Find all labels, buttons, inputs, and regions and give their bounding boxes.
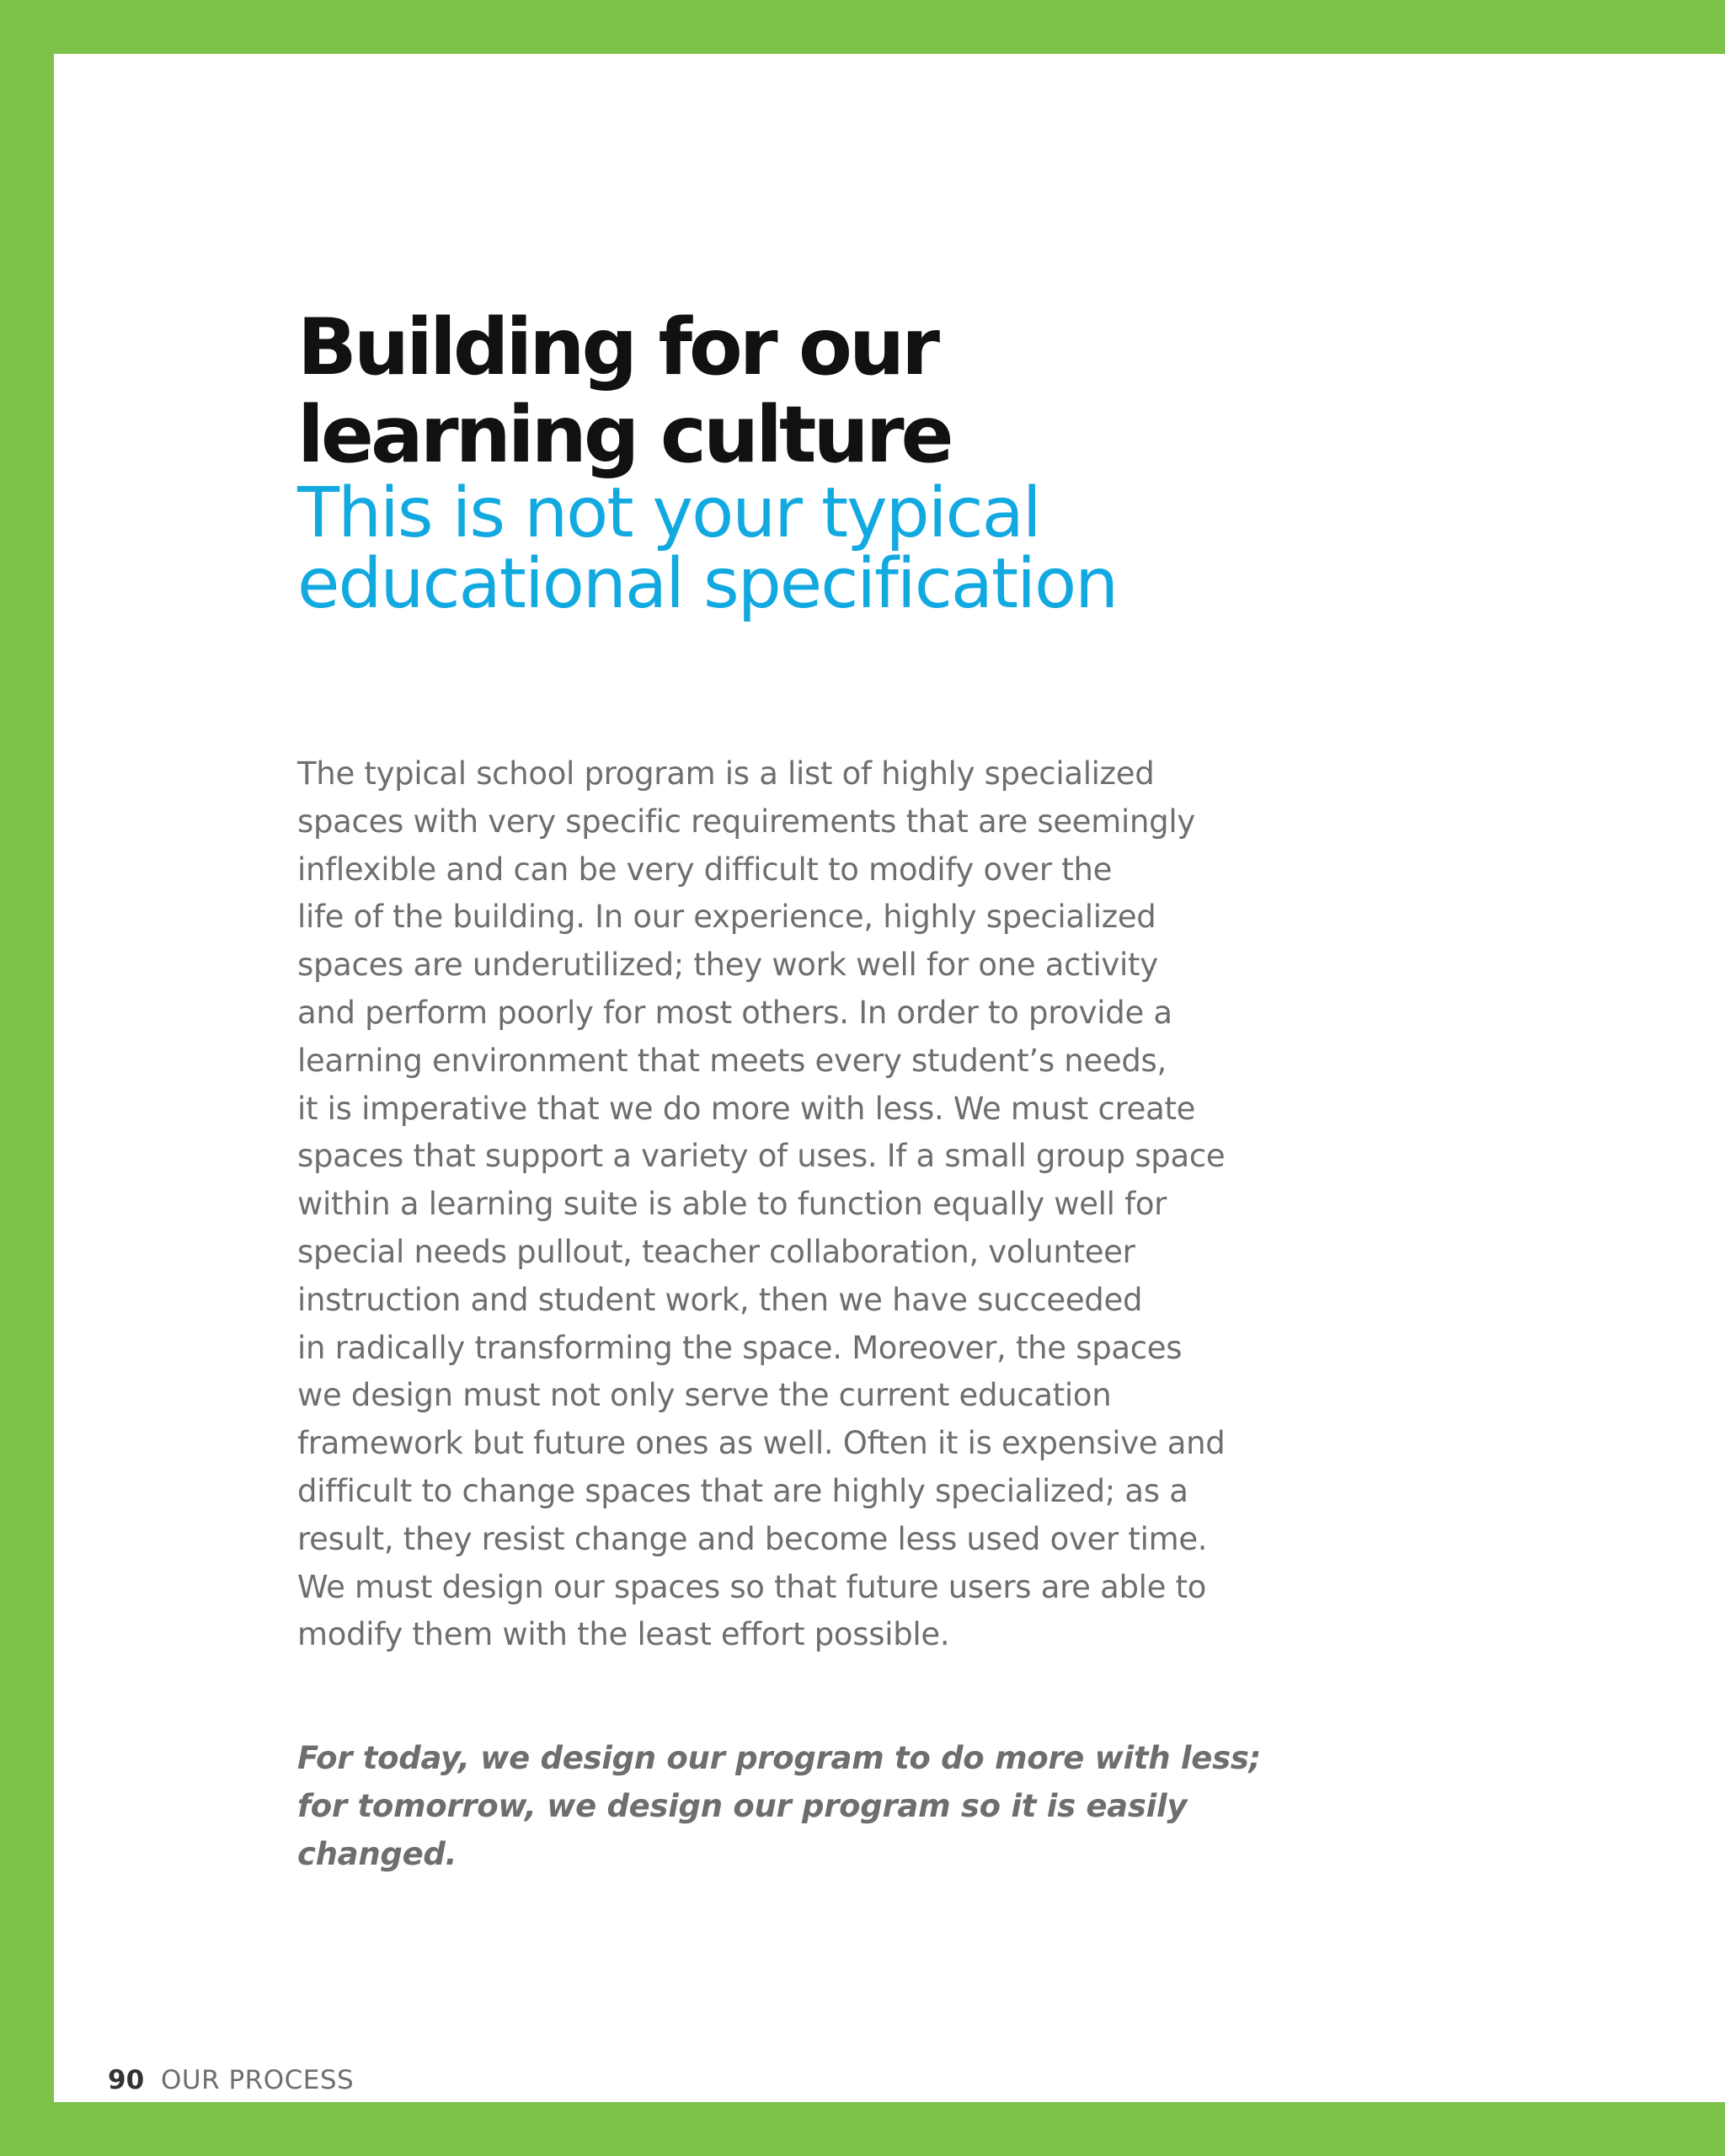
page-title [297,303,1359,478]
body-line: spaces that support a variety of uses. If a small group space [297,1138,1226,1175]
body-line: within a learning suite is able to function equally well for [297,1186,1167,1223]
document-page [54,54,1725,2102]
body-line: life of the building. In our experience, highly specialized [297,899,1156,936]
body-line: result, they resist change and become less used over time. [297,1520,1208,1557]
page-footer [108,2063,354,2097]
body-line: framework but future ones as well. Often it is expensive and [297,1425,1226,1462]
emphasis-paragraph [297,1735,1350,1878]
body-line: in radically transforming the space. Moreover, the spaces [297,1329,1183,1366]
emphasis-line: for tomorrow, we design our program so it is easily [297,1787,1188,1824]
body-line: instruction and student work, then we have succeeded [297,1281,1143,1318]
body-line: we design must not only serve the current education [297,1377,1112,1414]
page-subtitle [297,473,1359,624]
body-line: and perform poorly for most others. In order to provide a [297,994,1172,1031]
body-line: We must design our spaces so that future users are able to [297,1568,1207,1605]
page-title-line: learning culture [297,389,951,480]
page-title-line: Building for our [297,302,937,392]
body-line: spaces with very specific requirements that are seemingly [297,803,1195,840]
section-name: OUR PROCESS [161,2065,355,2095]
page-subtitle-line: This is not your typical [297,473,1040,553]
body-paragraph [297,750,1350,1659]
body-line: The typical school program is a list of highly specialized [297,755,1155,792]
body-line: special needs pullout, teacher collaboration, volunteer [297,1233,1135,1270]
page-subtitle-line: educational specification [297,544,1118,624]
body-line: difficult to change spaces that are highly specialized; as a [297,1472,1188,1509]
body-line: it is imperative that we do more with less. We must create [297,1090,1196,1127]
heading-block [297,302,1359,624]
body-line: spaces are underutilized; they work well for one activity [297,947,1158,984]
body-line: learning environment that meets every student’s needs, [297,1042,1167,1079]
emphasis-line: changed. [297,1835,457,1872]
body-line: inflexible and can be very difficult to modify over the [297,851,1113,888]
emphasis-line: For today, we design our program to do more with less; [297,1740,1262,1776]
page-number: 90 [108,2065,145,2095]
body-line: modify them with the least effort possible. [297,1616,950,1653]
